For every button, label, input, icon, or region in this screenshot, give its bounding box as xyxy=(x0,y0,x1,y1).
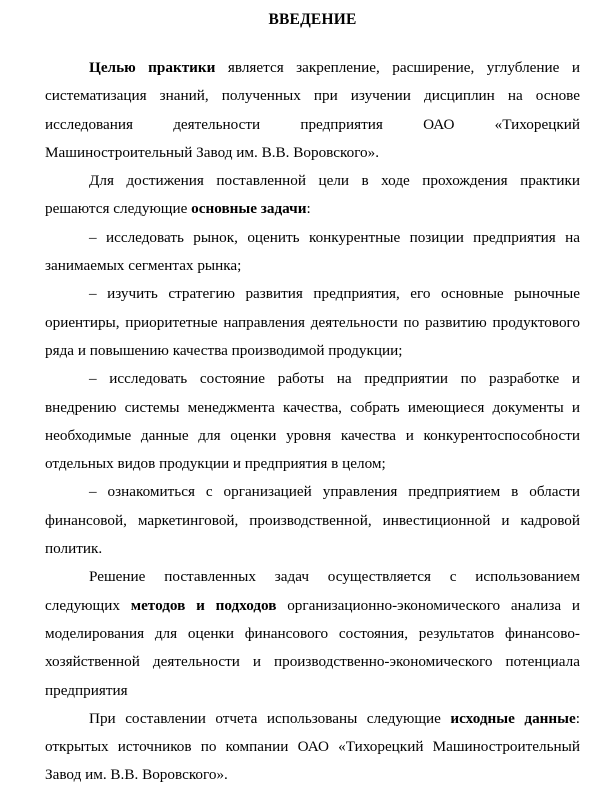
methods-paragraph xyxy=(45,563,580,704)
methods-intro-text: Решение поставленных задач осуществляется с использованием следующих xyxy=(45,568,580,614)
tasks-intro-paragraph xyxy=(45,167,580,224)
sources-paragraph xyxy=(45,705,580,790)
goal-text: является закрепление, расширение, углубление и систематизация знаний, полученных при изучении дисциплин на основе исследования деятельности предприятия ОАО «Тихорецкий Машиностроительный Завод им. В.В. Воровского». xyxy=(45,59,580,161)
tasks-bold-term: основные задачи xyxy=(191,200,307,218)
task-item: – исследовать рынок, оценить конкурентные позиции предприятия на занимаемых сегментах рынка; xyxy=(45,228,580,275)
methods-text: организационно-экономического анализа и моделирования для оценки финансового состояния, результатов финансово-хозяйственной деятельности и производственно-экономического потенциала предприятия xyxy=(45,596,580,699)
goal-bold-term: Целью практики xyxy=(89,59,216,76)
tasks-intro-colon: : xyxy=(306,200,311,218)
goal-paragraph xyxy=(45,54,580,167)
sources-text: : открытых источников по компании ОАО «Тихорецкий Машиностроительный Завод им. В.В. Воровского». xyxy=(45,709,580,784)
task-item: – исследовать состояние работы на предприятии по разработке и внедрению системы менеджмента качества, собрать имеющиеся документы и необходимые данные для оценки уровня качества и конкурентоспособности отдельных видов продукции и предприятия в целом; xyxy=(45,370,580,473)
sources-bold-term: исходные данные xyxy=(450,709,576,727)
task-item: – изучить стратегию развития предприятия, его основные рыночные ориентиры, приоритетные направления деятельности по развитию продуктового ряда и повышению качества производимой продукции; xyxy=(45,285,580,359)
document-body xyxy=(45,54,580,790)
task-item: – ознакомиться с организацией управления предприятием в области финансовой, маркетинговой, производственной, инвестиционной и кадровой политик. xyxy=(45,483,580,558)
methods-bold-term: методов и подходов xyxy=(130,596,277,614)
sources-intro-text: При составлении отчета использованы следующие xyxy=(89,709,451,727)
tasks-intro-text: Для достижения поставленной цели в ходе прохождения практики решаются следующие xyxy=(45,172,580,218)
page-title: ВВЕДЕНИЕ xyxy=(268,11,357,28)
